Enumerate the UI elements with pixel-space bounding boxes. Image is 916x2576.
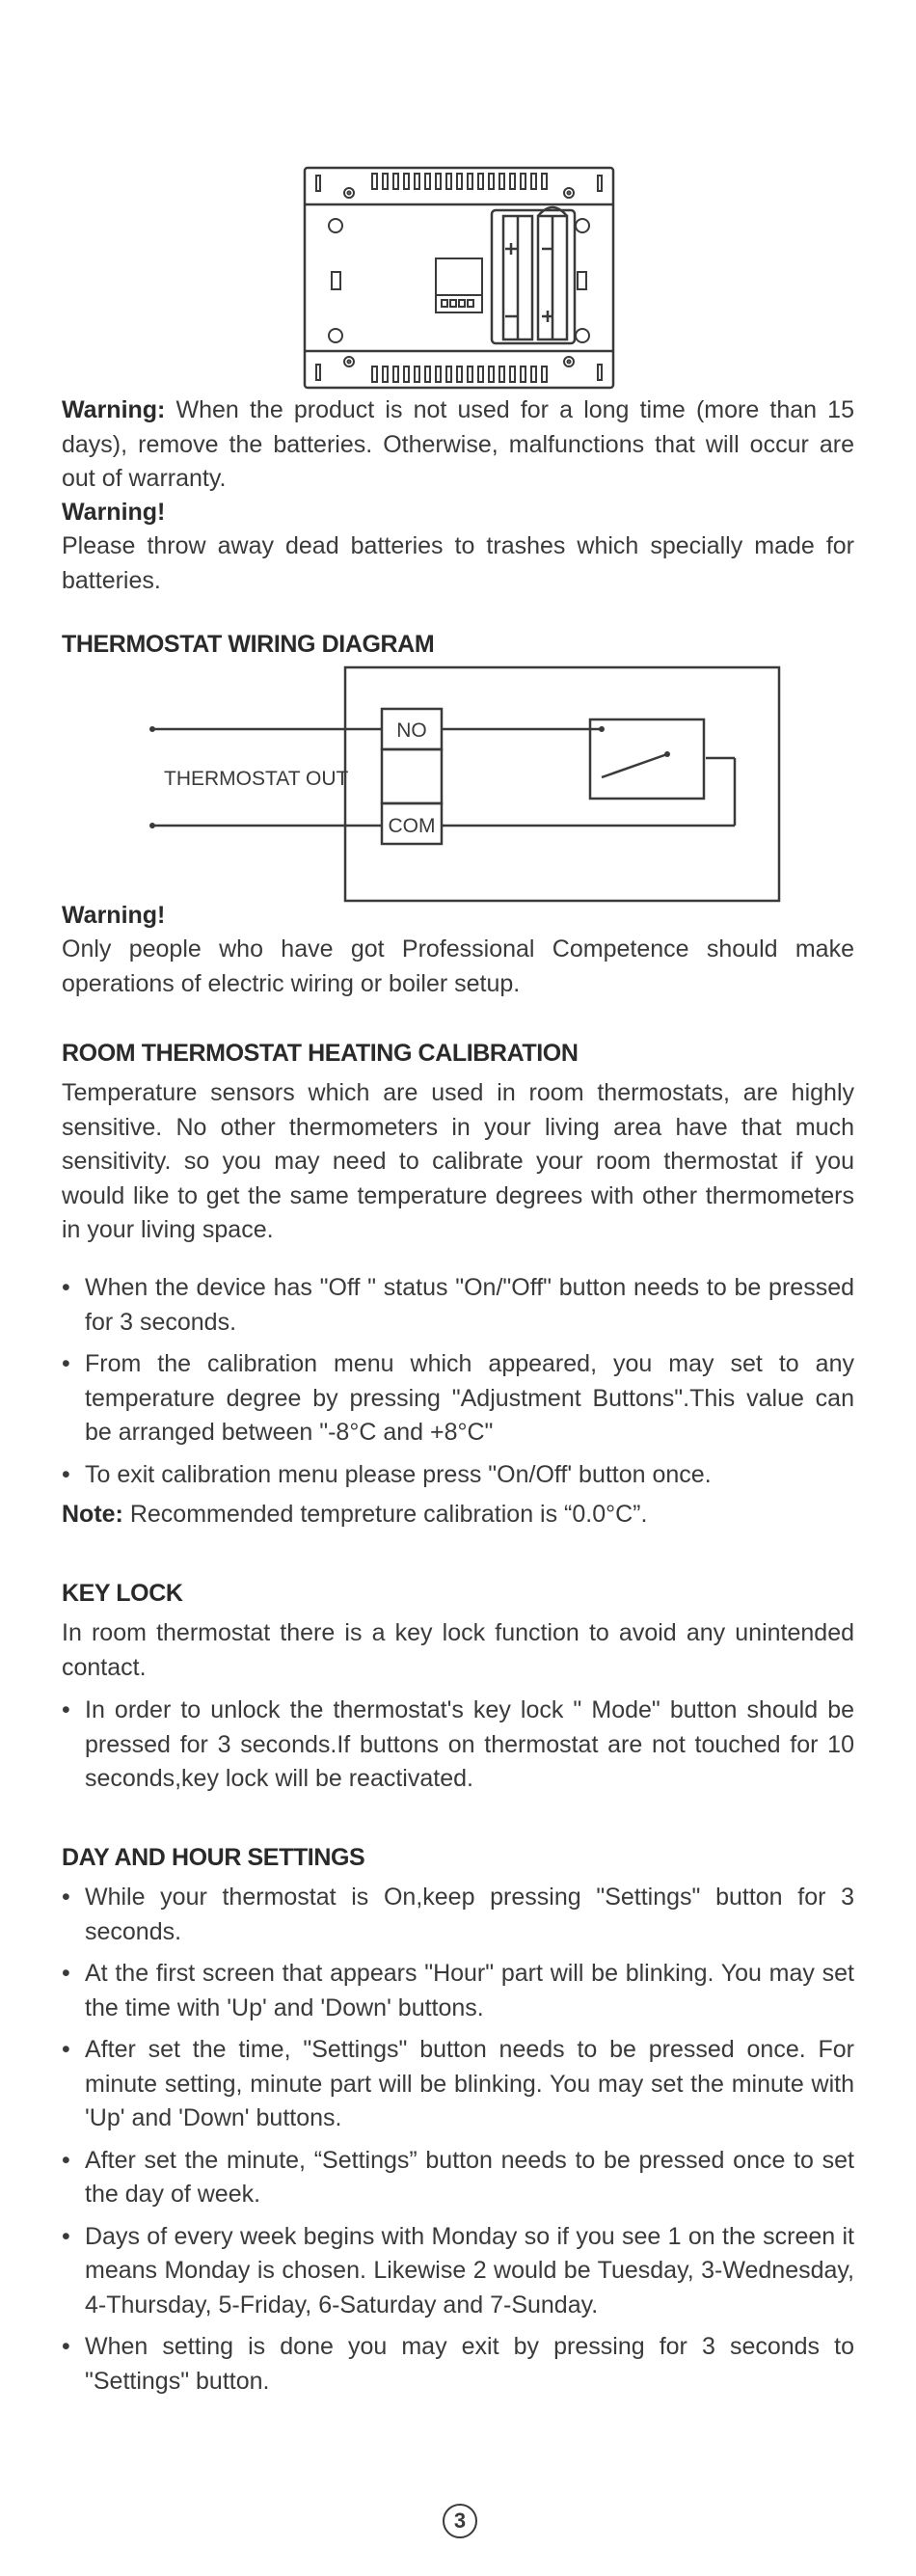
list-item: • When setting is done you may exit by pressing for 3 seconds to "Settings" button. — [62, 2330, 854, 2399]
wiring-warning-text: Only people who have got Professional Competence should make operations of electric wiring or boiler setup. — [62, 935, 854, 997]
list-item: • When the device has "Off " status "On/"Off" button needs to be pressed for 3 seconds. — [62, 1271, 854, 1340]
list-item: • Days of every week begins with Monday so if you see 1 on the screen it means Monday is chosen. Likewise 2 would be Tuesday, 3-Wednesday, 4-Thursday, 5-Friday, 6-Saturday and 7-Sunday. — [62, 2220, 854, 2323]
calibration-intro: Temperature sensors which are used in room thermostats, are highly sensitive. No other thermometers in your living area have that much sensitivity. so you may need to calibrate your room thermostat if you would like to get the same temperature degrees with other thermometers in your living space. — [62, 1079, 854, 1243]
wiring-diagram-title: THERMOSTAT WIRING DIAGRAM — [62, 631, 435, 658]
battery-disposal-text: Please throw away dead batteries to trashes which specially made for batteries. — [62, 532, 854, 594]
wiring-diagram — [145, 665, 781, 903]
list-item: • After set the time, "Settings" button needs to be pressed once. For minute setting, minute part will be blinking. You may set the minute with 'Up' and 'Down' buttons. — [62, 2033, 854, 2136]
note-text: Recommended tempreture calibration is “0.0°C”. — [122, 1501, 648, 1528]
wiring-warning-label-row — [62, 899, 854, 934]
note-label: Note: — [62, 1501, 123, 1528]
calibration-title: ROOM THERMOSTAT HEATING CALIBRATION — [62, 1040, 579, 1067]
page-number: 3 — [443, 2504, 477, 2538]
warning-label: Warning: — [62, 396, 166, 423]
dayhour-steps — [62, 1881, 854, 2406]
keylock-intro: In room thermostat there is a key lock function to avoid any unintended contact. — [62, 1619, 854, 1681]
list-item: • From the calibration menu which appeared, you may set to any temperature degree by pressing "Adjustment Buttons".This value can be arranged between "-8°C and +8°C" — [62, 1347, 854, 1451]
list-item: • At the first screen that appears "Hour" part will be blinking. You may set the time with 'Up' and 'Down' buttons. — [62, 1957, 854, 2025]
dayhour-title: DAY AND HOUR SETTINGS — [62, 1844, 365, 1871]
wiring-warning-label: Warning! — [62, 902, 166, 929]
calibration-steps — [62, 1271, 854, 1500]
keylock-steps — [62, 1694, 854, 1804]
warning-text: When the product is not used for a long time (more than 15 days), remove the batteries. Otherwise, malfunctions that will occur are out of warranty. — [62, 396, 854, 492]
battery-warning — [62, 393, 854, 497]
warning-label-2: Warning! — [62, 499, 166, 526]
no-terminal-label: NO — [396, 719, 427, 742]
calibration-note — [62, 1498, 854, 1532]
battery-warning-2-label — [62, 496, 854, 530]
list-item: • To exit calibration menu please press "On/Off' button once. — [62, 1458, 854, 1493]
list-item: • While your thermostat is On,keep pressing "Settings" button for 3 seconds. — [62, 1881, 854, 1949]
thermostat-out-label: THERMOSTAT OUT — [164, 768, 349, 790]
list-item: • In order to unlock the thermostat's key lock " Mode" button should be pressed for 3 seconds.If buttons on thermostat are not touched for 10 seconds,key lock will be reactivated. — [62, 1694, 854, 1797]
list-item: • After set the minute, “Settings” button needs to be pressed once to set the day of week. — [62, 2144, 854, 2212]
thermostat-back-illustration — [303, 166, 615, 390]
keylock-title: KEY LOCK — [62, 1580, 183, 1607]
com-terminal-label: COM — [388, 815, 436, 837]
